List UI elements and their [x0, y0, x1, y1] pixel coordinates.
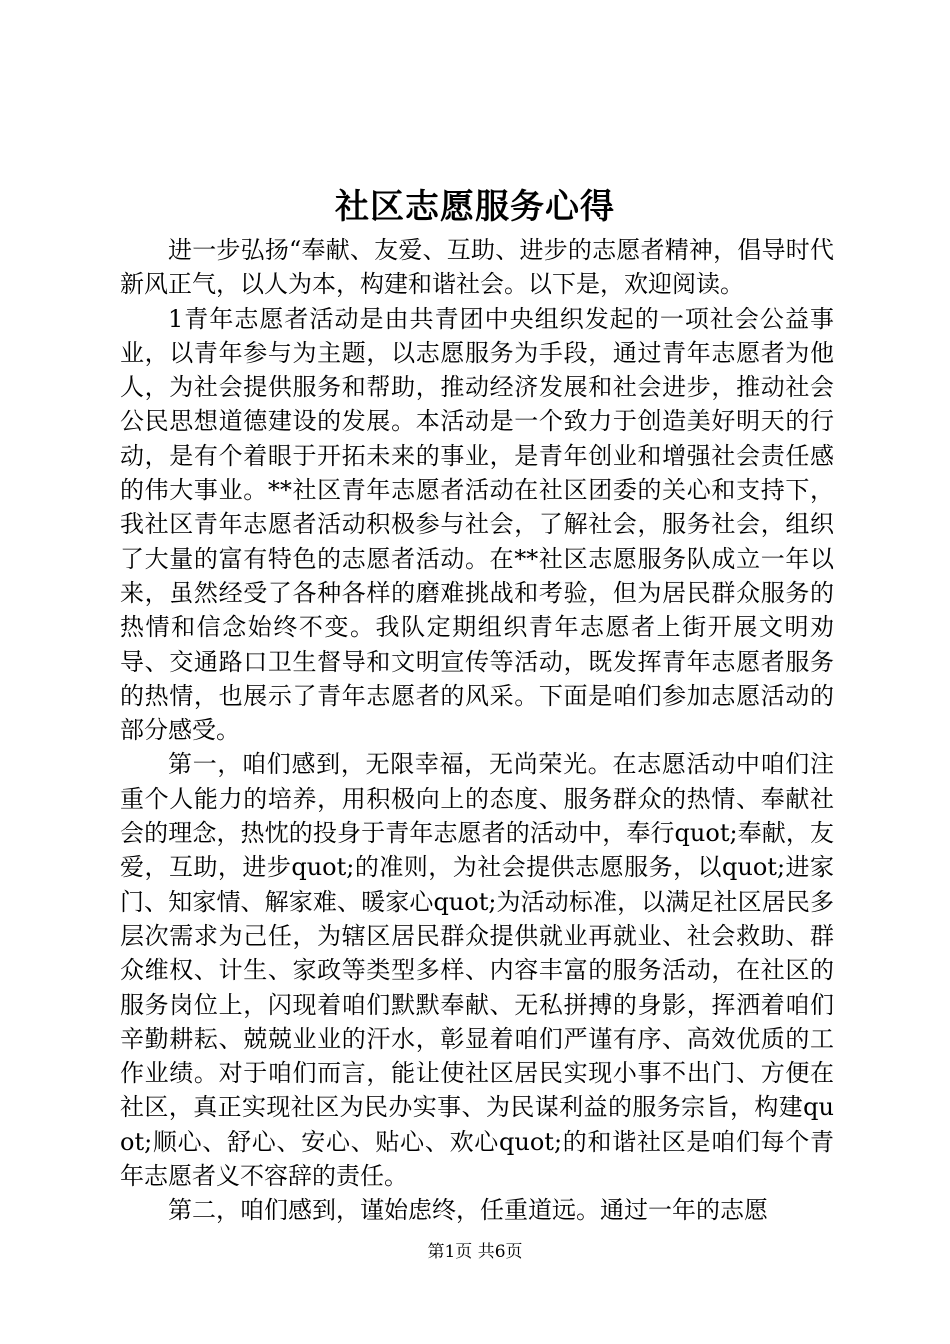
document-body	[120, 233, 834, 1228]
page-number-footer: 第1页 共6页	[427, 1242, 523, 1262]
paragraph-2: 第一，咱们感到，无限幸福，无尚荣光。在志愿活动中咱们注重个人能力的培养，用积极向上的态度、服务群众的热情、奉献社会的理念，热忱的投身于青年志愿者的活动中，奉行quot;奉献，友爱，互助，进步quot;的准则，为社会提供志愿服务，以quot;进家门、知家情、解家难、暖家心quot;为活动标准，以满足社区居民多层次需求为己任，为辖区居民群众提供就业再就业、社会救助、群众维权、计生、家政等类型多样、内容丰富的服务活动，在社区的服务岗位上，闪现着咱们默默奉献、无私拼搏的身影，挥洒着咱们辛勤耕耘、兢兢业业的汗水，彰显着咱们严谨有序、高效优质的工作业绩。对于咱们而言，能让使社区居民实现小事不出门、方便在社区，真正实现社区为民办实事、为民谋利益的服务宗旨，构建quot;顺心、舒心、安心、贴心、欢心quot;的和谐社区是咱们每个青年志愿者义不容辞的责任。	[120, 750, 834, 1191]
paragraph-3: 第二，咱们感到，谨始虑终，任重道远。通过一年的志愿	[168, 1196, 768, 1225]
paragraph-intro: 进一步弘扬“奉献、友爱、互助、进步的志愿者精神，倡导时代新风正气，以人为本，构建和谐社会。以下是，欢迎阅读。	[120, 236, 834, 299]
paragraph-1: 1青年志愿者活动是由共青团中央组织发起的一项社会公益事业，以青年参与为主题，以志愿服务为手段，通过青年志愿者为他人，为社会提供服务和帮助，推动经济发展和社会进步，推动社会公民思想道德建设的发展。本活动是一个致力于创造美好明天的行动，是有个着眼于开拓未来的事业，是青年创业和增强社会责任感的伟大事业。**社区青年志愿者活动在社区团委的关心和支持下，我社区青年志愿者活动积极参与社会，了解社会，服务社会，组织了大量的富有特色的志愿者活动。在**社区志愿服务队成立一年以来，虽然经受了各种各样的磨难挑战和考验，但为居民群众服务的热情和信念始终不变。我队定期组织青年志愿者上街开展文明劝导、交通路口卫生督导和文明宣传等活动，既发挥青年志愿者服务的热情，也展示了青年志愿者的风采。下面是咱们参加志愿活动的部分感受。	[120, 304, 834, 745]
document-title: 社区志愿服务心得	[335, 187, 615, 227]
